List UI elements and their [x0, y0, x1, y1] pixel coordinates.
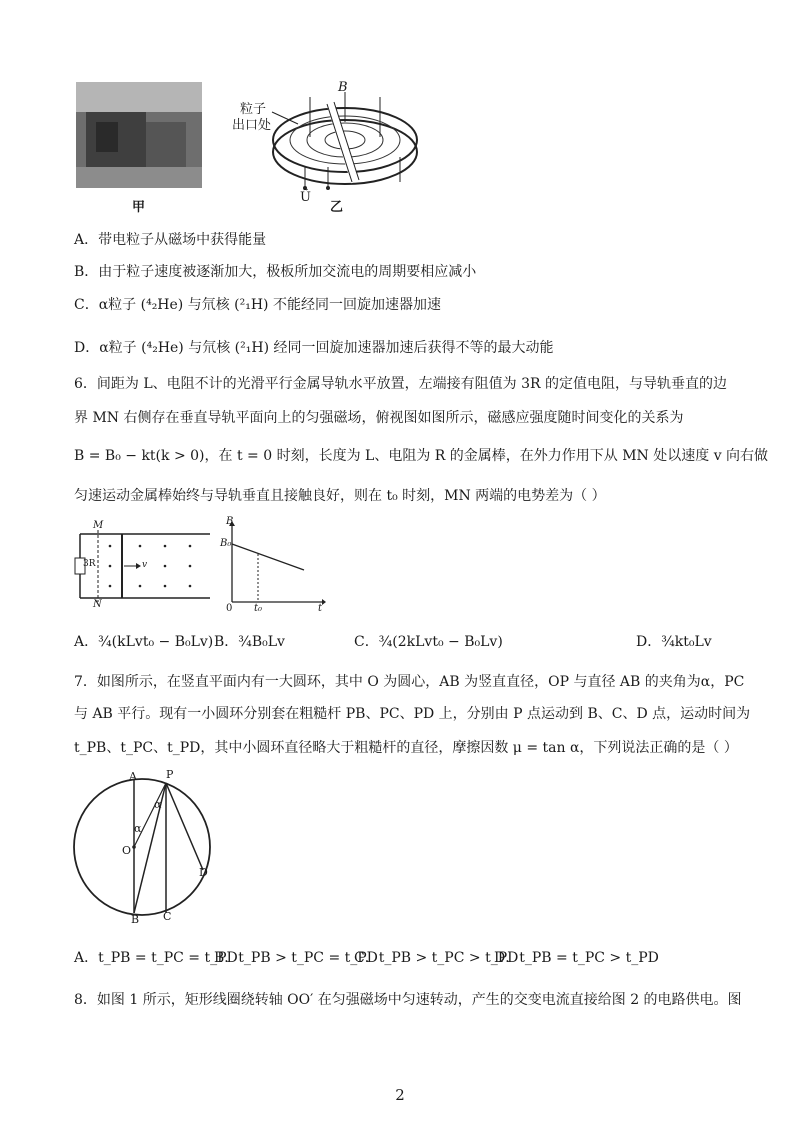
q6-label-v: v — [142, 560, 148, 570]
q6-line-2: 界 MN 右侧存在垂直导轨平面向上的匀强磁场，俯视图如图所示，磁感应强度随时间变化的关系为 — [74, 410, 684, 426]
q6-option-d: D．¾kt₀Lv — [636, 634, 712, 650]
q7-option-c: C．t_PB > t_PC > t_PD — [354, 950, 519, 966]
q7-line-2: 与 AB 平行。现有一小圆环分别套在粗糙杆 PB、PC、PD 上，分别由 P 点运动到 B、C、D 点，运动时间为 — [74, 706, 751, 722]
q7-label-alpha-2: α — [154, 798, 162, 811]
q6-label-N: N — [93, 599, 102, 610]
q6-graph-B: B — [226, 516, 234, 527]
label-particle: 粒子 — [240, 102, 267, 117]
label-exit: 出口处 — [232, 118, 272, 133]
q6-line-1: 6．间距为 L、电阻不计的光滑平行金属导轨水平放置，左端接有阻值为 3R 的定值电阻，与导轨垂直的边 — [74, 376, 728, 392]
q5-option-b: B．由于粒子速度被逐渐加大，极板所加交流电的周期要相应减小 — [74, 264, 477, 280]
q7-label-B: B — [131, 913, 140, 926]
q8-line-1: 8．如图 1 所示，矩形线圈绕转轴 OO′ 在匀强磁场中匀速转动，产生的交变电流直接给图 2 的电路供电。图 — [74, 992, 742, 1008]
q6-option-c: C．¾(2kLvt₀ − B₀Lv) — [354, 634, 503, 650]
photo-cyclotron-image — [76, 82, 202, 188]
label-magnetic-B: B — [338, 80, 348, 95]
q7-label-C: C — [163, 910, 172, 923]
q7-label-O: O — [122, 844, 132, 857]
q5-option-a: A．带电粒子从磁场中获得能量 — [74, 232, 267, 248]
q6-graph-B0: B₀ — [220, 538, 232, 549]
q6-line-3: B = B₀ − kt(k > 0)，在 t = 0 时刻，长度为 L、电阻为 R 的金属棒，在外力作用下从 MN 处以速度 v 向右做 — [74, 448, 769, 464]
q7-label-D: D — [199, 866, 208, 879]
q6-label-3R: 3R — [83, 559, 96, 569]
q7-label-P: P — [166, 768, 174, 781]
q7-ring-diagram — [70, 772, 220, 922]
label-voltage-U: Ũ — [300, 190, 311, 205]
photo-cyclotron — [76, 82, 202, 188]
q6-line-4: 匀速运动金属棒始终与导轨垂直且接触良好，则在 t₀ 时刻，MN 两端的电势差为（ ） — [74, 488, 606, 504]
q5-option-d: D．α粒子 (⁴₂He) 与氘核 (²₁H) 经同一回旋加速器加速后获得不等的最大动能 — [74, 340, 554, 356]
q6-option-b: B．¾B₀Lv — [214, 634, 285, 650]
page-number: 2 — [395, 1086, 405, 1104]
q6-graph-t0: t₀ — [254, 603, 263, 614]
q7-option-d: D．t_PB = t_PC > t_PD — [494, 950, 659, 966]
q7-label-A: A — [129, 770, 137, 783]
q7-line-3: t_PB、t_PC、t_PD，其中小圆环直径略大于粗糙杆的直径，摩擦因数 μ = tan α，下列说法正确的是（ ） — [74, 740, 738, 756]
q7-label-alpha: α — [134, 822, 142, 835]
q6-graph-t: t — [318, 603, 323, 614]
q7-option-b: B．t_PB > t_PC = t_PD — [214, 950, 378, 966]
q6-label-M: M — [93, 520, 104, 531]
fig-yi-caption: 乙 — [330, 200, 344, 215]
q7-line-1: 7．如图所示，在竖直平面内有一大圆环，其中 O 为圆心，AB 为竖直直径，OP 与直径 AB 的夹角为α，PC — [74, 674, 745, 690]
q6-bt-graph — [222, 520, 326, 610]
q6-graph-origin: 0 — [226, 603, 233, 614]
q5-option-c: C．α粒子 (⁴₂He) 与氘核 (²₁H) 不能经同一回旋加速器加速 — [74, 297, 441, 313]
q7-option-a: A．t_PB = t_PC = t_PD — [74, 950, 238, 966]
fig-jia-caption: 甲 — [132, 200, 146, 215]
q6-option-a: A．¾(kLvt₀ − B₀Lv) — [74, 634, 214, 650]
